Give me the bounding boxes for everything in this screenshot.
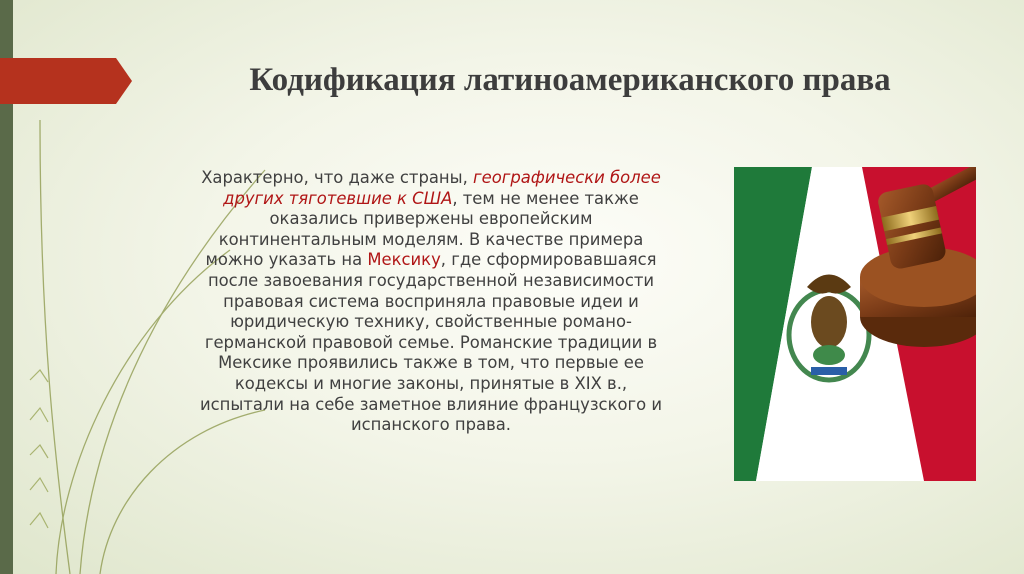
slide-title: Кодификация латиноамериканского права — [249, 62, 891, 98]
body-paragraph — [196, 168, 666, 436]
title-accent-arrow — [0, 58, 132, 104]
highlight-usa-neighbors: географически более других тяготевшие к США — [223, 168, 661, 208]
highlight-mexico: Мексику — [367, 250, 441, 270]
body-text-part-3: , где сформировавшаяся после завоевания государственной независимости правовая система восприняла правовые идеи и юридическую технику, свойственные романо-германской правовой семье. Романские традиции в Мексике проявились также в том, что первые ее кодексы и многие законы, принятые в XIX в., испытали на себе заметное влияние французского и испанского права. — [199, 250, 663, 435]
body-text-part-1: Характерно, что даже страны, — [201, 168, 474, 187]
body-text-part-2: , тем не менее также оказались привержены европейским континентальным моделям. В качестве примера можно указать на — [205, 188, 644, 270]
mexico-flag-gavel-image — [734, 167, 976, 481]
